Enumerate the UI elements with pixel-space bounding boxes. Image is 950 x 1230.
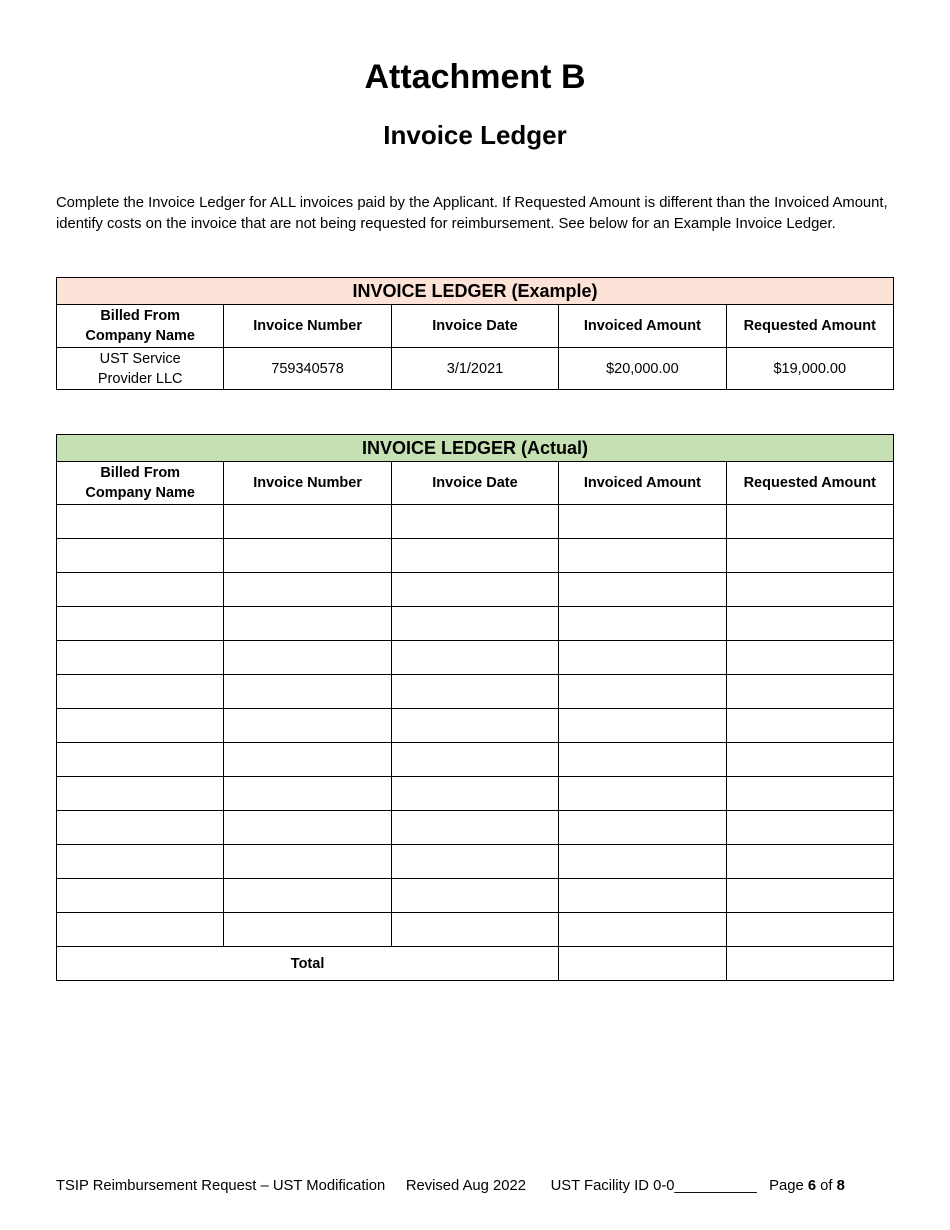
example-ledger-caption: INVOICE LEDGER (Example) [57,278,894,305]
column-header-label: Billed From Company Name [85,465,195,501]
actual-ledger-caption: INVOICE LEDGER (Actual) [57,435,894,462]
entry-cell-invoice-date[interactable] [391,845,558,879]
entry-cell-invoiced-amount[interactable] [559,641,726,675]
column-header-requested-amount: Requested Amount [726,462,893,505]
entry-cell-invoice-date[interactable] [391,743,558,777]
entry-cell-requested-amount[interactable] [726,879,893,913]
entry-cell-invoice-number[interactable] [224,607,391,641]
entry-cell-invoice-date[interactable] [391,709,558,743]
entry-cell-billed-from[interactable] [57,811,224,845]
column-header-billed-from [57,462,224,505]
entry-cell-invoice-number[interactable] [224,811,391,845]
entry-cell-billed-from[interactable] [57,743,224,777]
entry-cell-requested-amount[interactable] [726,675,893,709]
column-header-label: Billed From Company Name [85,308,195,344]
footer-doc-name: TSIP Reimbursement Request – UST Modification [56,1178,386,1194]
entry-cell-billed-from[interactable] [57,845,224,879]
entry-cell-invoice-number[interactable] [224,641,391,675]
entry-cell-invoiced-amount[interactable] [559,879,726,913]
entry-cell-billed-from[interactable] [57,505,224,539]
page-title: Attachment B [364,58,586,96]
entry-cell-requested-amount[interactable] [726,539,893,573]
column-header-invoice-number: Invoice Number [224,305,391,348]
entry-cell-billed-from[interactable] [57,675,224,709]
entry-cell-billed-from[interactable] [57,573,224,607]
example-ledger-table [56,277,894,390]
entry-cell-invoice-number[interactable] [224,879,391,913]
example-data-row [57,348,894,390]
table-row [57,709,894,743]
footer-page-of: of [820,1178,833,1194]
column-header-invoiced-amount: Invoiced Amount [559,462,726,505]
entry-cell-invoice-number[interactable] [224,777,391,811]
entry-cell-requested-amount[interactable] [726,573,893,607]
page-footer [56,1178,845,1194]
entry-cell-invoice-date[interactable] [391,641,558,675]
entry-cell-invoice-date[interactable] [391,539,558,573]
entry-cell-requested-amount[interactable] [726,709,893,743]
example-billed-from: UST Service Provider LLC [57,348,224,390]
entry-cell-requested-amount[interactable] [726,845,893,879]
entry-cell-invoiced-amount[interactable] [559,811,726,845]
footer-page-total: 8 [836,1178,845,1194]
entry-cell-requested-amount[interactable] [726,641,893,675]
table-row [57,539,894,573]
column-header-invoice-date: Invoice Date [391,462,558,505]
entry-cell-invoice-number[interactable] [224,845,391,879]
entry-cell-billed-from[interactable] [57,913,224,947]
total-label: Total [57,947,559,981]
entry-cell-invoice-number[interactable] [224,743,391,777]
column-header-invoice-number: Invoice Number [224,462,391,505]
entry-cell-invoice-number[interactable] [224,709,391,743]
entry-cell-invoiced-amount[interactable] [559,573,726,607]
entry-cell-billed-from[interactable] [57,709,224,743]
footer-revised: Revised Aug 2022 [405,1178,526,1194]
footer-facility-id: UST Facility ID 0-0__________ [550,1178,757,1194]
entry-cell-invoice-date[interactable] [391,607,558,641]
entry-cell-requested-amount[interactable] [726,811,893,845]
table-row [57,573,894,607]
table-row [57,641,894,675]
entry-cell-invoiced-amount[interactable] [559,845,726,879]
total-row [57,947,894,981]
entry-cell-invoice-number[interactable] [224,539,391,573]
entry-cell-invoiced-amount[interactable] [559,913,726,947]
entry-cell-billed-from[interactable] [57,879,224,913]
column-header-invoiced-amount: Invoiced Amount [559,305,726,348]
entry-cell-invoiced-amount[interactable] [559,743,726,777]
entry-cell-invoice-number[interactable] [224,505,391,539]
entry-cell-invoice-date[interactable] [391,913,558,947]
column-header-requested-amount: Requested Amount [726,305,893,348]
table-row [57,607,894,641]
example-invoice-date: 3/1/2021 [391,348,558,390]
entry-cell-requested-amount[interactable] [726,777,893,811]
entry-cell-invoiced-amount[interactable] [559,777,726,811]
total-invoiced-amount-cell[interactable] [559,947,726,981]
entry-cell-invoice-date[interactable] [391,675,558,709]
total-requested-amount-cell[interactable] [726,947,893,981]
entry-cell-requested-amount[interactable] [726,743,893,777]
table-row [57,743,894,777]
page-subtitle: Invoice Ledger [383,120,567,150]
example-invoice-number: 759340578 [224,348,391,390]
entry-cell-requested-amount[interactable] [726,607,893,641]
entry-cell-invoice-date[interactable] [391,505,558,539]
column-header-billed-from [57,305,224,348]
table-row [57,811,894,845]
entry-cell-invoiced-amount[interactable] [559,675,726,709]
entry-cell-invoiced-amount[interactable] [559,539,726,573]
entry-cell-billed-from[interactable] [57,607,224,641]
example-invoiced-amount: $20,000.00 [559,348,726,390]
entry-cell-invoice-number[interactable] [224,913,391,947]
entry-cell-requested-amount[interactable] [726,913,893,947]
table-row [57,505,894,539]
table-row [57,913,894,947]
entry-cell-invoiced-amount[interactable] [559,709,726,743]
footer-page-current: 6 [807,1178,817,1194]
entry-cell-invoice-date[interactable] [391,573,558,607]
entry-cell-invoice-number[interactable] [224,573,391,607]
entry-cell-invoiced-amount[interactable] [559,505,726,539]
intro-paragraph: Complete the Invoice Ledger for ALL invoices paid by the Applicant. If Requested Amount is different than the Invoiced Amount, identify costs on the invoice that are not being requested for reimbursement. See below for an Example Invoice Ledger. [56,195,888,232]
entry-cell-billed-from[interactable] [57,641,224,675]
table-row [57,879,894,913]
table-row [57,675,894,709]
column-header-invoice-date: Invoice Date [391,305,558,348]
entry-cell-invoice-number[interactable] [224,675,391,709]
footer-page-prefix: Page [769,1178,804,1194]
entry-cell-billed-from[interactable] [57,777,224,811]
actual-header-row [57,462,894,505]
actual-ledger-table [56,434,894,981]
entry-cell-billed-from[interactable] [57,539,224,573]
example-header-row [57,305,894,348]
entry-cell-invoice-date[interactable] [391,777,558,811]
example-requested-amount: $19,000.00 [726,348,893,390]
actual-ledger-body [57,505,894,947]
table-row [57,845,894,879]
entry-cell-invoice-date[interactable] [391,811,558,845]
entry-cell-invoice-date[interactable] [391,879,558,913]
entry-cell-invoiced-amount[interactable] [559,607,726,641]
table-row [57,777,894,811]
entry-cell-requested-amount[interactable] [726,505,893,539]
